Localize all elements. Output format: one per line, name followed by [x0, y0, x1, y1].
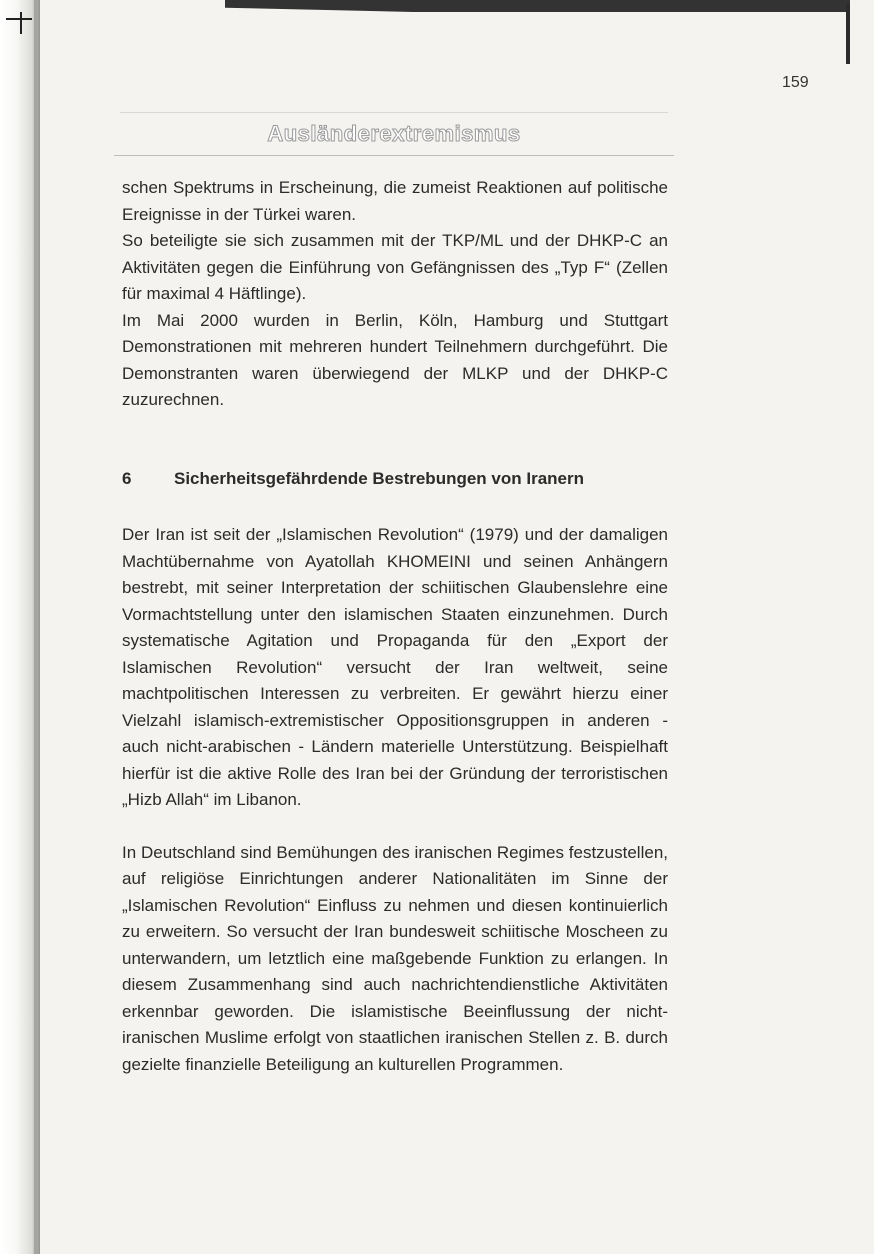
paragraph: Im Mai 2000 wurden in Berlin, Köln, Hamburg und Stuttgart Demonstrationen mit mehreren hundert Teilnehmern durchgeführt. Die Demonstranten waren überwiegend der MLKP und der DHKP-C zuzurechnen. [122, 310, 668, 409]
section-number: 6 [122, 468, 132, 488]
page-number: 159 [782, 74, 809, 91]
page-body [122, 175, 668, 1078]
running-header-title: Ausländerextremismus [267, 121, 521, 146]
scan-left-edge [34, 0, 40, 1254]
paragraph-gap [122, 814, 668, 840]
section-title: Sicherheitsgefährdende Bestrebungen von Iranern [174, 468, 584, 488]
crop-mark [6, 12, 32, 28]
paragraph: schen Spektrums in Erscheinung, die zumeist Reaktionen auf politische Ereignisse in der Türkei waren. [122, 178, 668, 224]
paragraph: In Deutschland sind Bemühungen des iranischen Regimes festzustellen, auf religiöse Einrichtungen anderer Nationalitäten im Sinne der „Islamischen Revolution“ Einfluss zu nehmen und diesen kontinuierlich zu erweitern. So versucht der Iran bundesweit schiitische Moscheen zu unterwandern, um letztlich eine maßgebende Funktion zu erlangen. In diesem Zusammenhang sind auch nachrichtendienstliche Aktivitäten erkennbar geworden. Die islamistische Beeinflussung der nicht-iranischen Muslime erfolgt von staatlichen iranischen Stellen z. B. durch gezielte finanzielle Beteiligung an kulturellen Programmen. [122, 842, 668, 1074]
header-rule-top [120, 112, 668, 113]
header-rule-bottom [114, 155, 674, 156]
scan-right-bar [846, 4, 850, 64]
paragraph: So beteiligte sie sich zusammen mit der TKP/ML und der DHKP-C an Aktivitäten gegen die Einführung von Gefängnissen des „Typ F“ (Zellen für maximal 4 Häftlinge). [122, 231, 668, 303]
running-header [120, 112, 668, 156]
scan-top-bar [225, 0, 850, 22]
section-heading [122, 466, 668, 493]
paragraph: Der Iran ist seit der „Islamischen Revolution“ (1979) und der damaligen Machtübernahme von Ayatollah KHOMEINI und seinen Anhängern bestrebt, mit seiner Interpretation der schiitischen Glaubenslehre eine Vormachtstellung unter den islamischen Staaten einzunehmen. Durch systematische Agitation und Propaganda für den „Export der Islamischen Revolution“ versucht der Iran weltweit, seine machtpolitischen Interessen zu verbreiten. Er gewährt hierzu einer Vielzahl islamisch-extremistischer Oppositionsgruppen in anderen - auch nicht-arabischen - Ländern materielle Unterstützung. Beispielhaft hierfür ist die aktive Rolle des Iran bei der Gründung der terroristischen „Hizb Allah“ im Libanon. [122, 525, 668, 809]
